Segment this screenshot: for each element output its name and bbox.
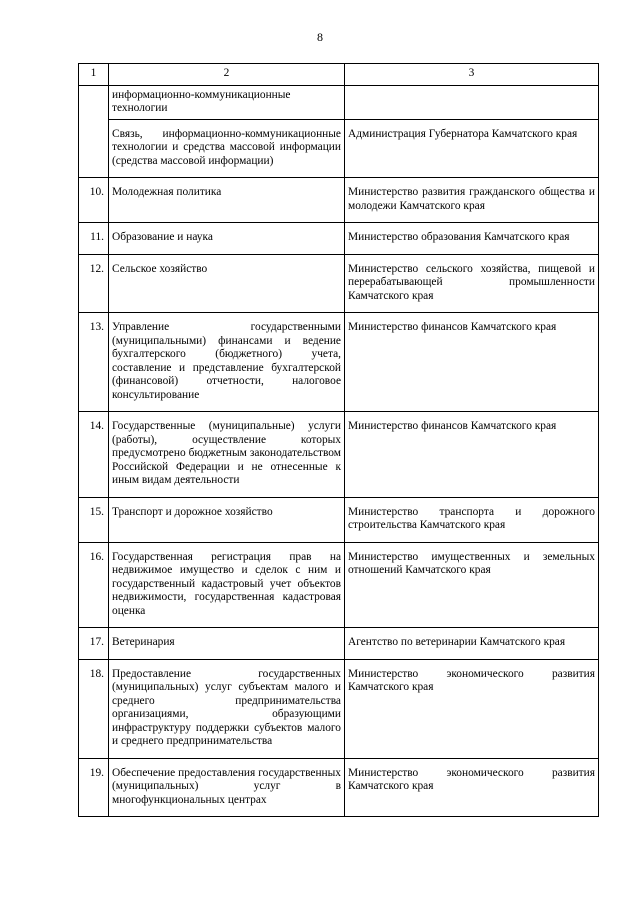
table-row <box>79 758 599 817</box>
sphere-cell: Обеспечение предоставления государственных (муниципальных) услуг в многофункциональных центрах <box>109 758 345 817</box>
body-cell: Министерство развития гражданского общества и молодежи Камчатского края <box>345 178 599 223</box>
table-row <box>79 178 599 223</box>
row-number: 15. <box>79 497 109 542</box>
row-number: 14. <box>79 412 109 498</box>
column-header-3: 3 <box>345 64 599 86</box>
row-number: 10. <box>79 178 109 223</box>
body-cell: Министерство имущественных и земельных отношений Камчатского края <box>345 542 599 628</box>
sphere-cell: Управление государственными (муниципальными) финансами и ведение бухгалтерского (бюджетного) учета, составление и представление бухгалтерской (финансовой) отчетности, налоговое консультирование <box>109 313 345 412</box>
row-number: 12. <box>79 254 109 313</box>
body-cell: Министерство финансов Камчатского края <box>345 412 599 498</box>
table-row <box>79 542 599 628</box>
sphere-cell: информационно-коммуникационные технологии <box>109 85 345 119</box>
row-number: 18. <box>79 659 109 758</box>
sphere-cell: Ветеринария <box>109 628 345 660</box>
body-cell: Министерство экономического развития Камчатского края <box>345 758 599 817</box>
row-number: 13. <box>79 313 109 412</box>
body-cell: Министерство сельского хозяйства, пищевой и перерабатывающей промышленности Камчатского края <box>345 254 599 313</box>
row-number: 16. <box>79 542 109 628</box>
table-row <box>79 628 599 660</box>
body-cell: Министерство финансов Камчатского края <box>345 313 599 412</box>
body-cell <box>345 85 599 119</box>
sphere-cell: Предоставление государственных (муниципальных) услуг субъектам малого и среднего предпринимательства организациями, образующими инфраструктуру поддержки субъектов малого и среднего предпринимательства <box>109 659 345 758</box>
body-cell: Министерство образования Камчатского края <box>345 223 599 255</box>
row-number: 11. <box>79 223 109 255</box>
sphere-cell: Образование и наука <box>109 223 345 255</box>
table-row <box>79 313 599 412</box>
sphere-cell: Государственная регистрация прав на недвижимое имущество и сделок с ним и государственный кадастровый учет объектов недвижимости, государственная кадастровая оценка <box>109 542 345 628</box>
body-cell: Администрация Губернатора Камчатского края <box>345 119 599 178</box>
table-row <box>79 412 599 498</box>
page-number: 8 <box>317 30 323 44</box>
column-header-1: 1 <box>79 64 109 86</box>
body-cell: Министерство экономического развития Камчатского края <box>345 659 599 758</box>
table-row <box>79 119 599 178</box>
row-number: 19. <box>79 758 109 817</box>
sphere-cell: Транспорт и дорожное хозяйство <box>109 497 345 542</box>
table-header-row <box>79 64 599 86</box>
sphere-cell: Государственные (муниципальные) услуги (работы), осуществление которых предусмотрено бюджетным законодательством Российской Федерации и не отнесенные к иным видам деятельности <box>109 412 345 498</box>
body-cell: Агентство по ветеринарии Камчатского края <box>345 628 599 660</box>
table-row <box>79 497 599 542</box>
row-number <box>79 85 109 178</box>
row-number: 17. <box>79 628 109 660</box>
sphere-cell: Связь, информационно-коммуникационные технологии и средства массовой информации (средства массовой информации) <box>109 119 345 178</box>
table-row <box>79 85 599 119</box>
table-row <box>79 254 599 313</box>
table-row <box>79 223 599 255</box>
sphere-body-table <box>78 63 599 817</box>
body-cell: Министерство транспорта и дорожного строительства Камчатского края <box>345 497 599 542</box>
sphere-cell: Сельское хозяйство <box>109 254 345 313</box>
column-header-2: 2 <box>109 64 345 86</box>
sphere-cell: Молодежная политика <box>109 178 345 223</box>
table-row <box>79 659 599 758</box>
